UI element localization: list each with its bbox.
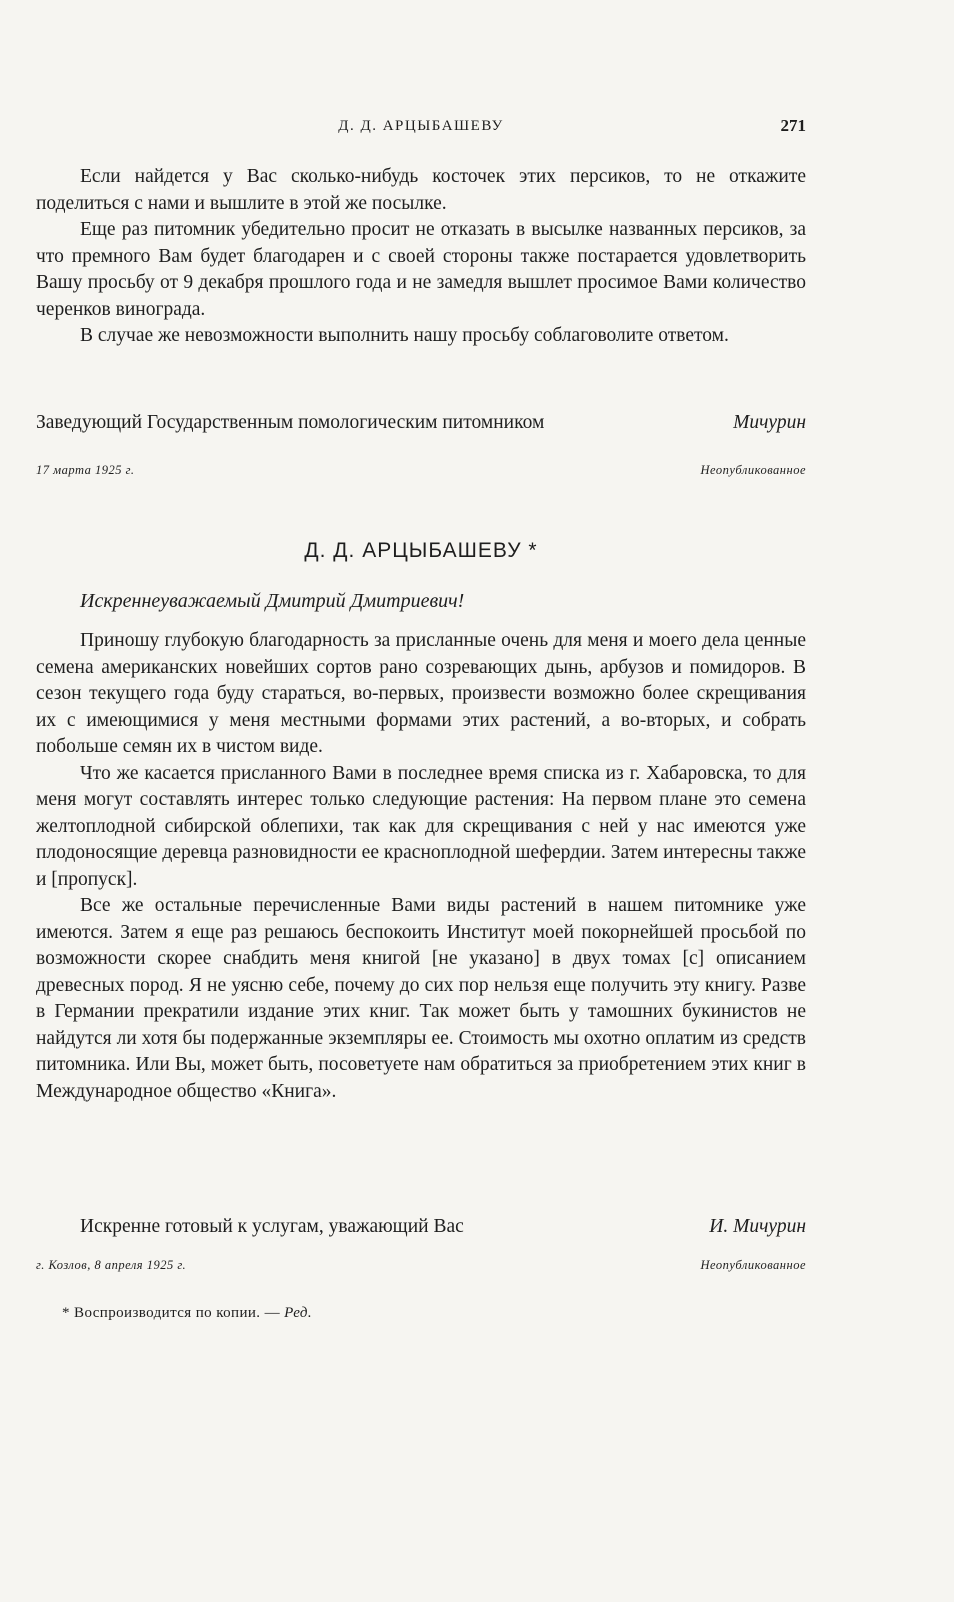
letter2-date: г. Козлов, 8 апреля 1925 г. <box>36 1258 187 1272</box>
letter1-signature-name: Мичурин <box>733 412 806 433</box>
letter1-paragraph: Если найдется у Вас сколько-нибудь косточек этих персиков, то не откажите поделиться с нами и вышлите в этой же посылке. <box>36 166 806 214</box>
letter1-paragraph: Еще раз питомник убедительно просит не отказать в высылке названных персиков, за что премного Вам будет благодарен и с своей стороны также постарается удовлетворить Вашу просьбу от 9 декабря прошлого года и не замедля вышлет просимое Вами количество черенков винограда. <box>36 219 806 320</box>
letter2-closing-text: Искренне готовый к услугам, уважающий Вас <box>80 1216 464 1237</box>
letter2-salutation: Искреннеуважаемый Дмитрий Дмитриевич! <box>80 590 465 612</box>
running-head-title: Д. Д. АРЦЫБАШЕВУ <box>338 118 504 134</box>
letter2-paragraph: Все же остальные перечисленные Вами виды растений в нашем питомнике уже имеются. Затем я еще раз решаюсь беспокоить Институт моей покорнейшей просьбой по возможности скорее снабдить меня книгой [не указано] в двух томах [с] описанием древесных пород. Я не уясню себе, почему до сих пор нельзя еще получить эту книгу. Разве в Германии прекратили издание этих книг. Так может быть у тамошних букинистов не найдутся ли хотя бы подержанные экземпляры ее. Стоимость мы охотно оплатим из средств питомника. Или Вы, может быть, посоветуете нам обратиться за приобретением этих книг в Международное общество «Книга». <box>36 895 806 1102</box>
letter1-status: Неопубликованное <box>700 463 806 477</box>
letter2-heading: Д. Д. АРЦЫБАШЕВУ * <box>304 539 538 562</box>
running-head <box>36 118 806 142</box>
page-number: 271 <box>780 116 806 135</box>
letter1-paragraph: В случае же невозможности выполнить нашу просьбу соблаговолите ответом. <box>80 325 729 346</box>
letter1-dateline <box>36 463 806 478</box>
letter1-signature-role: Заведующий Государственным помологическим питомником <box>36 412 545 433</box>
letter1-body <box>36 164 806 350</box>
footnote <box>62 1305 312 1322</box>
letter2-signature-name: И. Мичурин <box>709 1216 806 1237</box>
footnote-text: * Воспроизводится по копии. — <box>62 1305 281 1321</box>
footnote-editor: Ред. <box>284 1305 313 1321</box>
letter2-status: Неопубликованное <box>700 1258 806 1272</box>
letter1-date: 17 марта 1925 г. <box>36 463 135 477</box>
letter2-paragraph: Что же касается присланного Вами в последнее время списка из г. Хабаровска, то для меня могут составлять интерес только следующие растения: На первом плане это семена желтоплодной сибирской облепихи, так как для скрещивания с ней у нас имеются уже плодоносящие деревца разновидности ее краснoплодной шефердии. Затем интересны также и [пропуск]. <box>36 762 806 890</box>
letter1-signature <box>36 410 806 436</box>
letter2-body <box>36 628 806 1105</box>
letter2-closing <box>80 1216 806 1238</box>
letter2-paragraph: Приношу глубокую благодарность за присланные очень для меня и моего дела ценные семена американских новейших сортов рано созревающих дынь, арбузов и помидоров. В сезон текущего года буду стараться, во-первых, произвести возможно более скрещивания их с имеющимися у меня местными формами этих растений, а во-вторых, и собрать побольше семян их в чистом виде. <box>36 630 806 757</box>
letter2-dateline <box>36 1258 806 1273</box>
